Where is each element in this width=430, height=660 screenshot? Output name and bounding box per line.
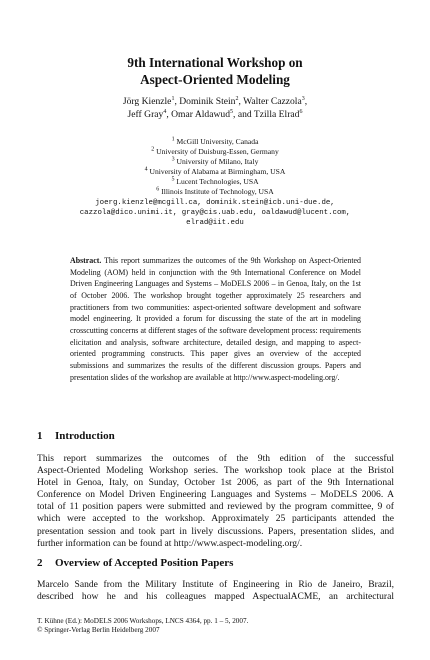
affiliation-item [0, 157, 430, 167]
paper-title [0, 54, 430, 88]
section-title: Introduction [55, 430, 115, 442]
text-line: total of 11 position papers were submitted and reviewed by the program committee, 9 of [37, 501, 394, 513]
section-number: 2 [37, 557, 43, 569]
affiliation-text: University of Duisburg-Essen, Germany [156, 147, 279, 157]
overview-paragraph [37, 579, 394, 603]
section-heading-overview [37, 557, 394, 569]
affiliation-text: Lucent Technologies, USA [176, 177, 259, 187]
affiliation-number: 5 [171, 176, 175, 183]
footer-citation: T. Kühne (Ed.): MoDELS 2006 Workshops, LNCS 4364, pp. 1 – 5, 2007. [37, 617, 249, 625]
author-line: Jeff Gray$^4$, Omar Aldawud$^5$, and Tzilla Elrad$^6$ [127, 108, 303, 120]
text-line: described how he and his colleagues mapped AspectualACME, an architectural [37, 591, 394, 603]
author-name: Omar Aldawud [171, 108, 231, 120]
affiliation-number: 4 [144, 166, 148, 173]
author-affiliation-marker: 5 [230, 108, 234, 115]
text-line: presentation session and took part in lively discussions. Papers, presentation slides, and [37, 525, 394, 537]
author-affiliation-marker: 6 [299, 108, 303, 115]
abstract [70, 255, 361, 383]
affiliation-item [0, 177, 430, 187]
author-line: Jörg Kienzle$^1$, Dominik Stein$^2$, Walter Cazzola$^3$, [122, 95, 308, 107]
affiliation-item [0, 147, 430, 157]
title-line-1: 9th International Workshop on [127, 55, 303, 70]
affiliation-number: 6 [156, 186, 160, 193]
affiliation-item [0, 137, 430, 147]
abstract-text: This report summarizes the outcomes of the 9th Workshop on Aspect-Oriented Modeling (AOM) held in conjunction with the 9th International Conference on Model Driven Engineering Languages and Systems – MoDELS 2006 – in Genoa, Italy, on the 1st of October 2006. The workshop brought together approximately 25 researchers and practitioners from two communities: aspect-oriented software development and software model engineering. It provided a forum for discussing the state of the art in modeling crosscutting concerns at different stages of the software development process: requirements elicitation and analysis, software architecture, detailed design, and mapping to aspect-oriented programming constructs. This paper gives an overview of the accepted submissions and summarizes the results of the different discussion groups. Papers and presentation slides of the workshop are available at http://www.aspect-modeling.org/. [70, 256, 361, 382]
email-line[interactable]: joerg.kienzle@mcgill.ca, dominik.stein@icb.uni-due.de, [95, 198, 335, 207]
author-name: Jeff Gray [127, 108, 164, 120]
email-line[interactable]: elrad@iit.edu [186, 218, 244, 227]
affiliation-item [0, 187, 430, 197]
introduction-paragraph [37, 453, 394, 550]
text-line: Marcelo Sande from the Military Institute of Engineering in Rio de Janeiro, Brazil, [37, 579, 394, 590]
email-line[interactable]: cazzola@dico.unimi.it, gray@cis.uab.edu, oaldawud@lucent.com, [79, 208, 351, 217]
affiliation-number: 2 [151, 146, 155, 153]
text-line: Hotel in Genoa, Italy, on Sunday, October 1st 2006, as part of the 9th International [37, 477, 394, 489]
author-list [0, 96, 430, 121]
author-affiliation-marker: 4 [163, 108, 167, 115]
text-line: which were accepted to the workshop. Approximately 25 participants attended the [37, 513, 394, 525]
affiliation-text: McGill University, Canada [176, 137, 259, 146]
affiliation-number: 3 [171, 156, 175, 163]
section-heading-introduction [37, 430, 394, 442]
title-line-2: Aspect-Oriented Modeling [140, 72, 290, 87]
author-name: Walter Cazzola [243, 96, 302, 107]
text-line: further information can be found at http://www.aspect-modeling.org/. [37, 537, 303, 549]
author-name: Dominik Stein [179, 96, 236, 107]
affiliation-text: Illinois Institute of Technology, USA [161, 187, 274, 197]
text-line: Conference on Model Driven Engineering Languages and Systems – MoDELS 2006. A [37, 489, 394, 501]
affiliation-text: University of Milano, Italy [176, 157, 259, 167]
author-name: Tzilla Elrad [253, 108, 300, 120]
author-affiliation-marker: 3 [301, 95, 305, 102]
section-title: Overview of Accepted Position Papers [55, 557, 234, 569]
abstract-label: Abstract. [70, 256, 102, 265]
affiliation-list [0, 137, 430, 228]
section-number: 1 [37, 430, 43, 442]
page-footer [37, 617, 248, 635]
author-affiliation-marker: 2 [235, 95, 239, 102]
author-affiliation-marker: 1 [171, 95, 175, 102]
affiliation-text: University of Alabama at Birmingham, USA [149, 167, 286, 177]
author-name: Jörg Kienzle [122, 96, 172, 107]
footer-copyright: © Springer-Verlag Berlin Heidelberg 2007 [37, 626, 160, 634]
affiliation-number: 1 [171, 136, 175, 143]
text-line: Aspect-Oriented Modeling Workshop series. The workshop took place at the Bristol [37, 465, 394, 477]
affiliation-item [0, 167, 430, 177]
text-line: This report summarizes the outcomes of the 9th edition of the successful [37, 453, 394, 464]
